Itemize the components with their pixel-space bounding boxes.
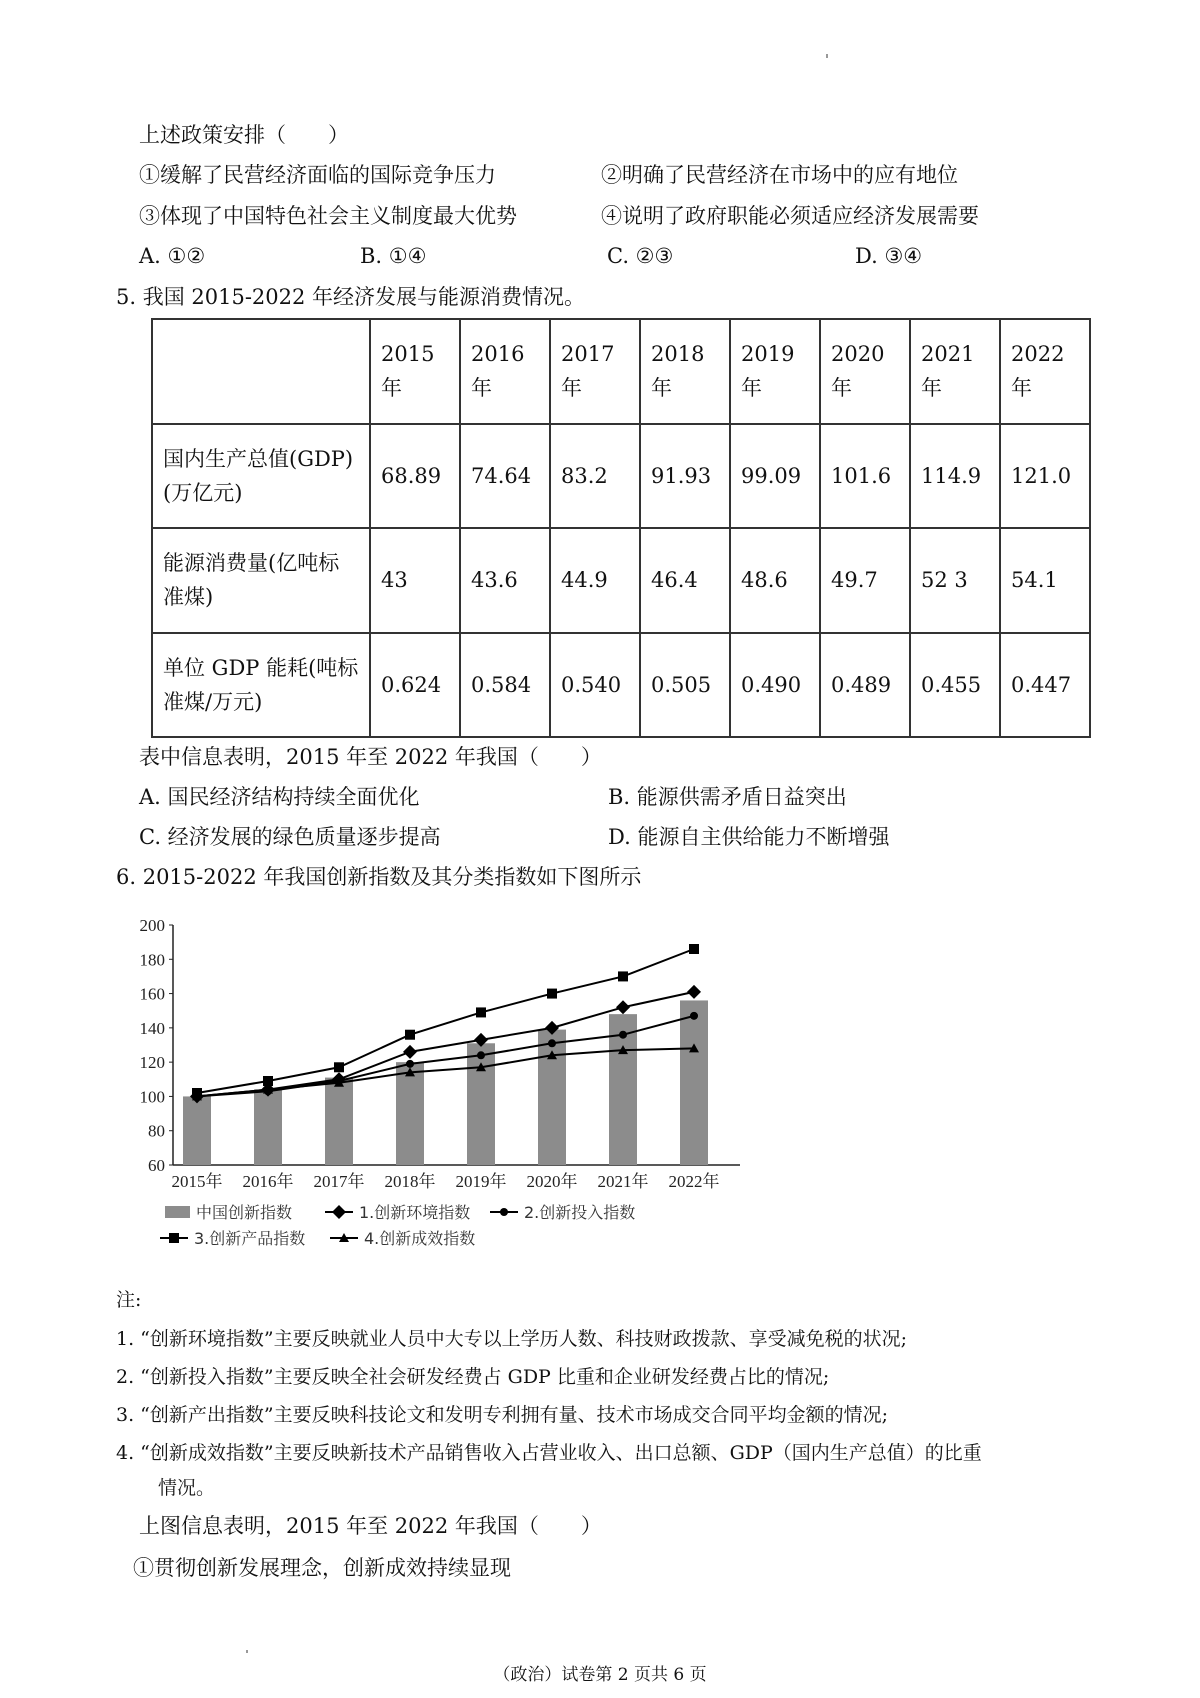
table-cell: 83.2 [550, 424, 640, 529]
table-cell: 0.540 [550, 633, 640, 738]
series-point [476, 1007, 486, 1017]
series-point [689, 944, 699, 954]
y-tick-label: 100 [139, 1087, 165, 1107]
table-row-label: 能源消费量(亿吨标准煤) [152, 528, 370, 633]
table-header-cell: 2022年 [1000, 319, 1090, 424]
table-row [152, 528, 1090, 633]
q4-option-1: ①缓解了民营经济面临的国际竞争压力 [139, 163, 496, 187]
x-tick-label: 2016年 [242, 1172, 294, 1191]
series-point [405, 1030, 415, 1040]
y-tick-label: 60 [148, 1156, 165, 1175]
table-cell: 0.624 [370, 633, 460, 738]
table-cell: 49.7 [820, 528, 910, 633]
table-header-cell: 2018年 [640, 319, 730, 424]
q5-choice-c[interactable]: C. 经济发展的绿色质量逐步提高 [139, 825, 441, 849]
notes-title: 注: [116, 1289, 142, 1311]
q6-option-1: ①贯彻创新发展理念，创新成效持续显现 [133, 1556, 511, 1580]
table-cell: 46.4 [640, 528, 730, 633]
table-header-cell: 2021年 [910, 319, 1000, 424]
table-row-label: 国内生产总值(GDP)(万亿元) [152, 424, 370, 529]
series-point [406, 1060, 414, 1068]
energy-table [151, 318, 1091, 738]
bar [680, 1000, 708, 1165]
table-cell: 43 [370, 528, 460, 633]
series-point [477, 1051, 485, 1059]
q4-stem: 上述政策安排（ ） [139, 123, 349, 147]
table-cell: 44.9 [550, 528, 640, 633]
q4-choice-c[interactable]: C. ②③ [607, 244, 674, 268]
table-cell: 52 3 [910, 528, 1000, 633]
q4-choice-b[interactable]: B. ①④ [360, 244, 427, 268]
table-corner-cell [152, 319, 370, 424]
table-cell: 0.455 [910, 633, 1000, 738]
legend-label: 中国创新指数 [196, 1203, 293, 1222]
x-tick-label: 2018年 [384, 1172, 436, 1191]
table-cell: 48.6 [730, 528, 820, 633]
table-cell: 0.584 [460, 633, 550, 738]
q6-stem: 上图信息表明，2015 年至 2022 年我国（ ） [139, 1514, 602, 1538]
x-tick-label: 2021年 [597, 1172, 649, 1191]
q4-option-2: ②明确了民营经济在市场中的应有地位 [601, 163, 958, 187]
series-point [334, 1062, 344, 1072]
q4-option-4: ④说明了政府职能必须适应经济发展需要 [601, 204, 979, 228]
legend-label: 4.创新成效指数 [364, 1229, 476, 1248]
bar [467, 1043, 495, 1165]
q5-choice-b[interactable]: B. 能源供需矛盾日益突出 [608, 785, 847, 809]
legend-marker [332, 1205, 346, 1219]
y-tick-label: 200 [139, 916, 165, 935]
series-point [687, 985, 701, 999]
table-cell: 0.490 [730, 633, 820, 738]
table-cell: 121.0 [1000, 424, 1090, 529]
table-row [152, 424, 1090, 529]
y-tick-label: 180 [139, 950, 165, 970]
legend-label: 2.创新投入指数 [524, 1203, 636, 1222]
bar [396, 1062, 424, 1165]
series-point [548, 1039, 556, 1047]
y-tick-label: 160 [139, 984, 165, 1004]
table-header-cell: 2016年 [460, 319, 550, 424]
y-tick-label: 120 [139, 1053, 165, 1073]
q6-title: 6. 2015-2022 年我国创新指数及其分类指数如下图所示 [116, 865, 642, 889]
table-cell: 0.505 [640, 633, 730, 738]
table-cell: 0.489 [820, 633, 910, 738]
series-point [690, 1012, 698, 1020]
note-4-cont: 情况。 [158, 1477, 216, 1499]
legend-marker [169, 1233, 179, 1243]
legend-label: 1.创新环境指数 [359, 1203, 471, 1222]
q5-choice-d[interactable]: D. 能源自主供给能力不断增强 [608, 825, 890, 849]
table-cell: 54.1 [1000, 528, 1090, 633]
table-cell: 114.9 [910, 424, 1000, 529]
table-cell: 74.64 [460, 424, 550, 529]
note-4: 4. “创新成效指数”主要反映新技术产品销售收入占营业收入、出口总额、GDP（国内生产总值）的比重 [116, 1442, 982, 1464]
page-footer: （政治）试卷第 2 页共 6 页 [493, 1665, 707, 1685]
series-point [618, 971, 628, 981]
series-point [619, 1031, 627, 1039]
y-tick-label: 80 [148, 1121, 165, 1141]
x-tick-label: 2022年 [668, 1172, 720, 1191]
innovation-index-chart [120, 905, 760, 1265]
x-tick-label: 2020年 [526, 1172, 578, 1191]
table-cell: 101.6 [820, 424, 910, 529]
scan-mark [246, 1650, 248, 1653]
table-header-row [152, 319, 1090, 424]
bar [254, 1090, 282, 1165]
table-header-cell: 2019年 [730, 319, 820, 424]
table-row-label: 单位 GDP 能耗(吨标准煤/万元) [152, 633, 370, 738]
table-header-cell: 2015年 [370, 319, 460, 424]
table-row [152, 633, 1090, 738]
q4-choice-a[interactable]: A. ①② [139, 244, 206, 268]
series-point [403, 1045, 417, 1059]
series-point [547, 989, 557, 999]
x-tick-label: 2017年 [313, 1172, 365, 1191]
q5-title: 5. 我国 2015-2022 年经济发展与能源消费情况。 [116, 285, 586, 309]
q4-choice-d[interactable]: D. ③④ [855, 244, 923, 268]
q4-option-3: ③体现了中国特色社会主义制度最大优势 [139, 204, 517, 228]
note-2: 2. “创新投入指数”主要反映全社会研发经费占 GDP 比重和企业研发经费占比的情况; [116, 1366, 830, 1388]
table-cell: 0.447 [1000, 633, 1090, 738]
note-1: 1. “创新环境指数”主要反映就业人员中大专以上学历人数、科技财政拨款、享受减免税的状况; [116, 1328, 907, 1350]
y-tick-label: 140 [139, 1018, 165, 1038]
legend-swatch-bars [165, 1206, 190, 1218]
bar [538, 1030, 566, 1165]
table-cell: 68.89 [370, 424, 460, 529]
table-cell: 99.09 [730, 424, 820, 529]
bar [325, 1078, 353, 1165]
table-header-cell: 2020年 [820, 319, 910, 424]
legend-label: 3.创新产品指数 [194, 1229, 306, 1248]
q5-choice-a[interactable]: A. 国民经济结构持续全面优化 [139, 785, 420, 809]
series-point [616, 1000, 630, 1014]
scan-mark [826, 54, 828, 58]
table-header-cell: 2017年 [550, 319, 640, 424]
legend-marker [500, 1208, 508, 1216]
x-tick-label: 2019年 [455, 1172, 507, 1191]
table-cell: 43.6 [460, 528, 550, 633]
note-3: 3. “创新产出指数”主要反映科技论文和发明专利拥有量、技术市场成交合同平均金额的情况; [116, 1404, 888, 1426]
table-cell: 91.93 [640, 424, 730, 529]
q5-stem: 表中信息表明，2015 年至 2022 年我国（ ） [139, 745, 602, 769]
x-tick-label: 2015年 [171, 1172, 223, 1191]
series-point [263, 1076, 273, 1086]
bar [183, 1096, 211, 1165]
